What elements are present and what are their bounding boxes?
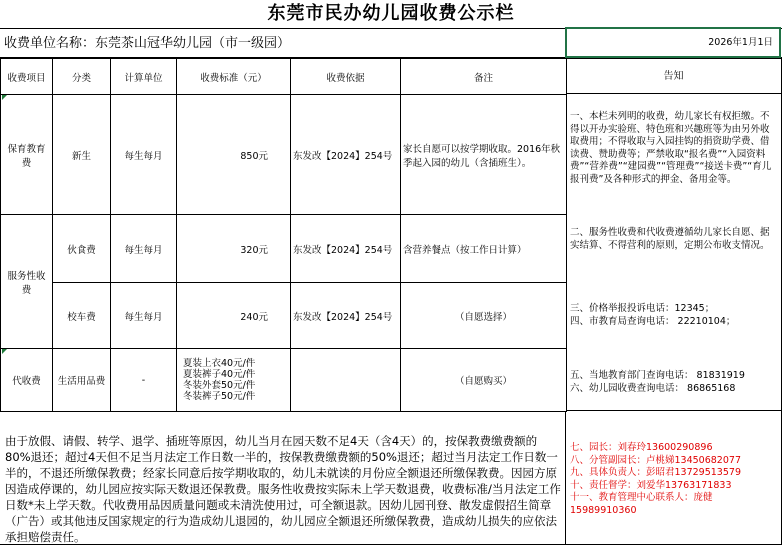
uniform-price: 夏装上衣40元/件 (183, 358, 256, 369)
cell-service-item[interactable]: 服务性收 费 (1, 215, 53, 349)
header-standard[interactable]: 收费标准（元） (177, 59, 291, 95)
cell-tuition-item[interactable]: 保育教育费 (1, 95, 53, 215)
notice-text: 五、当地教育部门查询电话： 81831919 (570, 370, 745, 381)
contacts-cell[interactable] (566, 411, 782, 545)
cell-bus-category[interactable]: 校车费 (53, 283, 111, 349)
cell-bus-standard[interactable]: 240元 (177, 283, 291, 349)
header-category[interactable]: 分类 (53, 59, 111, 95)
header-basis[interactable]: 收费依据 (291, 59, 401, 95)
cell-agency-category[interactable]: 生活用品费 (53, 349, 111, 412)
unit-name: 收费单位名称：东莞茶山冠华幼儿园（市一级园） (4, 36, 291, 51)
contact-line: 七、园长：刘春玲13600290896 (570, 442, 713, 453)
cell-corner-mark (2, 95, 7, 100)
cell-agency-standard[interactable] (177, 349, 291, 412)
header-remark[interactable]: 备注 (401, 59, 567, 95)
table-row (1, 283, 567, 349)
date-cell[interactable]: 2026年1月1日 (565, 27, 781, 58)
contact-line: 十一、教育管理中心联系人：庞健15989910360 (570, 492, 713, 516)
refund-policy[interactable]: 由于放假、请假、转学、退学、插班等原因，幼儿当月在园天数不足4天（含4天）的，按保教费缴费额的80%退还；超过4天但不足当月法定工作日数一半的，按保教费缴费额的50%退还；超过当月法定工作日数一半的，不退还所缴保教费；经家长同意后按学期收取的，幼儿未就读的月份应全额退还所缴保教费。因园方原因造成停课的，幼儿园应按实际天数退还保教费。服务性收费按实际未上学天数退费，收费标准/当月法定工作日数*未上学天数。代收费用品因质量问题或未清洗使用过，可全额退款。因幼儿园刊登、散发虚假招生简章（广告）或其他违反国家规定的行为造成幼儿退园的，幼儿园应全额退还所缴保教费，造成幼儿损失的应依法承担赔偿责任。 (0, 411, 566, 545)
cell-meal-category[interactable]: 伙食费 (53, 215, 111, 283)
cell-meal-remark[interactable]: 含营养餐点（按工作日计算） (401, 215, 567, 283)
uniform-price: 夏装裤子40元/件 (183, 369, 256, 380)
contact-line: 十、责任督学：刘爱华13763171833 (570, 479, 732, 491)
cell-meal-unit[interactable]: 每生每月 (111, 215, 177, 283)
cell-agency-basis[interactable] (291, 349, 401, 412)
header-unit[interactable]: 计算单位 (111, 59, 177, 95)
notice-header[interactable]: 告知 (566, 58, 782, 94)
cell-bus-basis[interactable]: 东发改【2024】254号 (291, 283, 401, 349)
table-row (1, 215, 567, 283)
cell-tuition-category[interactable]: 新生 (53, 95, 111, 215)
page-title: 东莞市民办幼儿园收费公示栏 (267, 3, 515, 24)
table-row (1, 349, 567, 412)
cell-tuition-unit[interactable]: 每生每月 (111, 95, 177, 215)
contact-line: 八、分管副园长：卢桃娣13450682077 (570, 454, 741, 466)
cell-meal-basis[interactable]: 东发改【2024】254号 (291, 215, 401, 283)
cell-tuition-basis[interactable]: 东发改【2024】254号 (291, 95, 401, 215)
uniform-price: 冬装裤子50元/件 (183, 391, 256, 402)
notice-text: 一、本栏未列明的收费，幼儿家长有权拒缴。不得以开办实验班、特色班和兴趣班等为由另外收取费用；不得收取与入园挂钩的捐资助学费、借读费、赞助费等；严禁收取“报名费”“入园资料费”“营养费”“建园费”“管理费”“接送卡费”“育儿报刊费”及各种形式的押金、备用金等。 (570, 111, 772, 185)
contact-line: 九、具体负责人：彭昭君13729513579 (570, 467, 741, 479)
notice-body[interactable] (566, 94, 782, 411)
cell-tuition-remark[interactable]: 家长自愿可以按学期收取。2016年秋季起入园的幼儿（含插班生）。 (401, 95, 567, 215)
notice-text: 二、服务性收费和代收费遵循幼儿家长自愿、据实结算、不得营利的原则，定期公布收支情况。 (570, 227, 770, 251)
notice-text: 三、价格举报投诉电话：12345； (570, 303, 715, 314)
cell-meal-standard[interactable]: 320元 (177, 215, 291, 283)
fee-table (0, 58, 567, 412)
cell-agency-item[interactable]: 代收费 (1, 349, 53, 412)
cell-tuition-standard[interactable]: 850元 (177, 95, 291, 215)
cell-agency-remark[interactable]: （自愿购买） (401, 349, 567, 412)
notice-text: 四、市教育局查询电话： 22210104； (570, 316, 736, 327)
table-row (1, 95, 567, 215)
header-row (1, 59, 567, 95)
uniform-price: 冬装外套50元/件 (183, 380, 256, 391)
cell-corner-mark (2, 349, 7, 354)
cell-agency-unit[interactable]: - (111, 349, 177, 412)
header-item[interactable]: 收费项目 (1, 59, 53, 95)
notice-text: 六、幼儿园收费查询电话： 86865168 (570, 383, 736, 394)
cell-bus-unit[interactable]: 每生每月 (111, 283, 177, 349)
cell-bus-remark[interactable]: （自愿选择） (401, 283, 567, 349)
